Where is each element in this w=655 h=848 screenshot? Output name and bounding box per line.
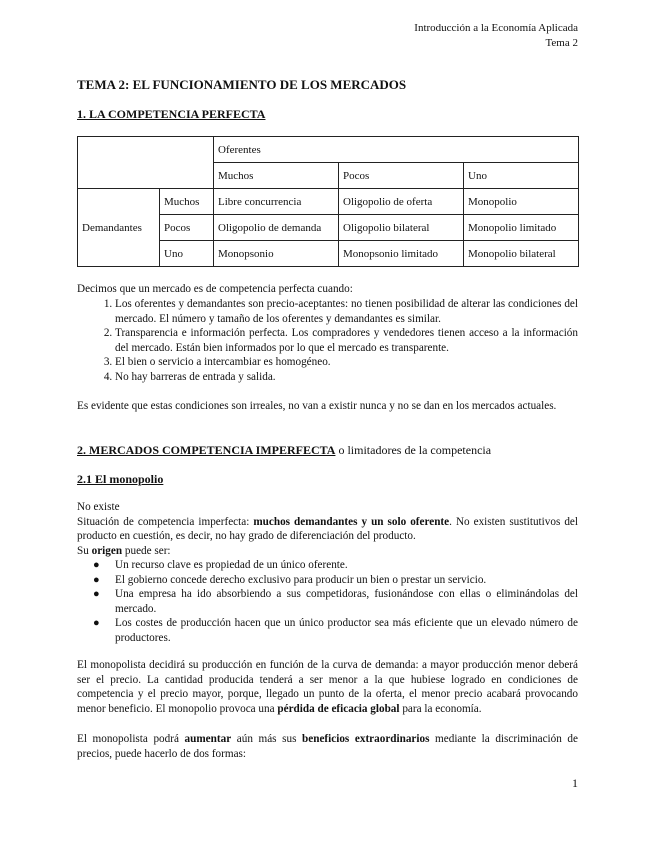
table-row-label: Muchos (160, 189, 214, 215)
bullet-icon: ● (93, 617, 100, 629)
text-run: El monopolista decidirá su producción en función de la curva de demanda: a mayor producción menor deberá ser el precio. La cantidad producida tenderá a ser menor a la que hubiese logrado en condiciones de competencia y el precio mayor, porque, llegado un punto de la oferta, el menor precio acabará provocando menor beneficio. El monopolio provoca una (77, 659, 578, 715)
table-col-header: Muchos (214, 163, 339, 189)
situation-paragraph (77, 515, 578, 544)
list-item-text: El gobierno concede derecho exclusivo para producir un bien o prestar un servicio. (115, 573, 487, 586)
origins-list (77, 558, 578, 645)
list-item: 1. Los oferentes y demandantes son precio-aceptantes: no tienen posibilidad de alterar las condiciones del mercado. El número y tamaño de los oferentes y demandantes es similar. (115, 297, 578, 326)
table-cell: Oligopolio bilateral (339, 215, 464, 241)
section-2-title: 2. MERCADOS COMPETENCIA IMPERFECTA (77, 443, 336, 457)
list-item: 2. Transparencia e información perfecta. Los compradores y vendedores tienen acceso a la información del mercado. Están bien informados por lo que el mercado es transparente. (115, 326, 578, 355)
table-col-header: Pocos (339, 163, 464, 189)
evident-paragraph: Es evidente que estas condiciones son irreales, no van a existir nunca y no se dan en los mercados actuales. (77, 400, 557, 412)
bold-run: pérdida de eficacia global (277, 702, 400, 715)
bold-run: beneficios extraordinarios (302, 733, 430, 745)
table-row (78, 189, 579, 215)
text-run: El monopolista podrá (77, 733, 185, 745)
table-cell: Monopsonio limitado (339, 241, 464, 267)
conditions-list (77, 297, 578, 384)
table-cell: Oligopolio de oferta (339, 189, 464, 215)
price-discrimination-paragraph (77, 732, 578, 761)
list-item-text: Los costes de producción hacen que un único productor sea más eficiente que un elevado número de productores. (115, 617, 578, 644)
section-2-heading (77, 443, 491, 458)
bullet-icon: ● (93, 588, 100, 600)
table-cell: Oligopolio de demanda (214, 215, 339, 241)
list-item: 3. El bien o servicio a intercambiar es homogéneo. (115, 355, 578, 370)
table-header-demandantes: Demandantes (78, 189, 160, 267)
text-run: aún más sus (231, 733, 303, 745)
bold-run: origen (91, 544, 123, 557)
list-item-text: Una empresa ha ido absorbiendo a sus competidoras, fusionándose con ellas o eliminándolas del mercado. (115, 588, 578, 615)
page-number: 1 (572, 776, 578, 790)
market-structure-table (77, 136, 579, 267)
table-cell: Monopolio limitado (464, 215, 579, 241)
header-course: Introducción a la Economía Aplicada (414, 22, 578, 34)
section-2-suffix: o limitadores de la competencia (335, 443, 492, 457)
list-item-text: Un recurso clave es propiedad de un único oferente. (115, 559, 348, 571)
table-cell: Monopolio bilateral (464, 241, 579, 267)
text-run: Su (77, 544, 92, 557)
table-col-header: Uno (464, 163, 579, 189)
list-item (93, 587, 578, 616)
conditions-intro: Decimos que un mercado es de competencia perfecta cuando: (77, 283, 353, 295)
no-existe-line: No existe (77, 501, 120, 513)
table-header-oferentes: Oferentes (214, 137, 579, 163)
table-corner-cell (78, 137, 214, 189)
running-header (414, 21, 578, 51)
text-run: para la economía. (399, 702, 482, 715)
table-cell: Libre concurrencia (214, 189, 339, 215)
table-row-label: Pocos (160, 215, 214, 241)
list-item (93, 616, 578, 645)
text-run: mediante la discriminación de precios, puede hacerlo de dos formas: (77, 733, 578, 760)
bullet-icon: ● (93, 559, 100, 571)
bold-run: aumentar (184, 733, 232, 745)
origin-line (77, 544, 578, 559)
list-item (93, 573, 578, 588)
table-cell: Monopolio (464, 189, 579, 215)
text-run: Situación de competencia imperfecta: (77, 515, 254, 528)
table-cell: Monopsonio (214, 241, 339, 267)
text-run: . No existen sustitutivos del producto en cuestión, es decir, no hay grado de diferenciación del producto. (77, 515, 578, 542)
table-row-label: Uno (160, 241, 214, 267)
page-title: TEMA 2: EL FUNCIONAMIENTO DE LOS MERCADOS (77, 77, 407, 92)
header-unit: Tema 2 (545, 37, 578, 49)
subsection-2-1-heading: 2.1 El monopolio (77, 472, 164, 486)
bold-run: muchos demandantes y un solo oferente (253, 515, 450, 528)
text-run: puede ser: (122, 544, 171, 557)
bullet-icon: ● (93, 573, 100, 586)
list-item (93, 558, 578, 573)
monopoly-definition (77, 500, 578, 558)
list-item: 4. No hay barreras de entrada y salida. (115, 370, 578, 385)
monopolist-production-paragraph (77, 658, 578, 716)
section-1-heading: 1. LA COMPETENCIA PERFECTA (77, 107, 266, 121)
table-row (78, 137, 579, 163)
